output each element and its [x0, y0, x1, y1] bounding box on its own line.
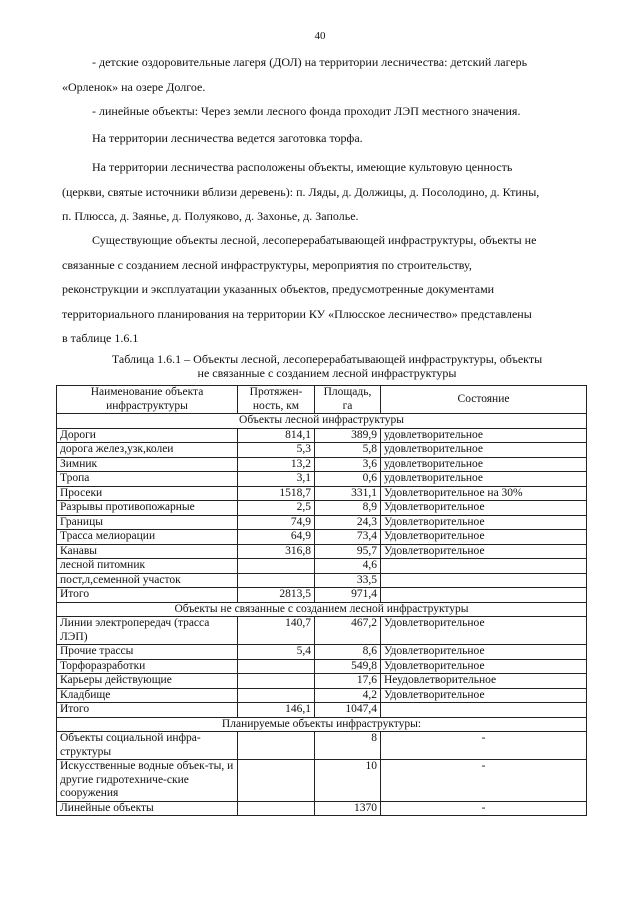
cell-state: - — [381, 760, 587, 802]
table-row — [57, 428, 587, 443]
text-line: связанные с созданием лесной инфраструктуры, мероприятия по строительству, — [62, 257, 472, 272]
cell-area: 24,3 — [315, 515, 381, 530]
cell-name: Просеки — [57, 486, 238, 501]
section-row — [57, 602, 587, 617]
cell-name: пост,л,семенной участок — [57, 573, 238, 588]
cell-state — [381, 703, 587, 718]
cell-state — [381, 588, 587, 603]
text-line: Существующие объекты лесной, лесоперерабатывающей инфраструктуры, объекты не — [92, 233, 537, 247]
cell-length — [238, 732, 315, 760]
cell-name: Трасса мелиорации — [57, 530, 238, 545]
cell-length: 13,2 — [238, 457, 315, 472]
text-line: территориального планирования на территории КУ «Плюсское лесничество» представлены — [62, 306, 532, 321]
table-row — [57, 486, 587, 501]
cell-area: 0,6 — [315, 472, 381, 487]
table-caption — [70, 352, 584, 380]
cell-name: Дороги — [57, 428, 238, 443]
cell-area: 8,9 — [315, 501, 381, 516]
table-body — [57, 414, 587, 816]
table-header-row — [57, 386, 587, 414]
cell-area: 331,1 — [315, 486, 381, 501]
text-line: - линейные объекты: Через земли лесного фонда проходит ЛЭП местного значения. — [92, 104, 521, 118]
cell-state — [381, 559, 587, 574]
text-line: реконструкции и эксплуатации указанных объектов, предусмотренные документами — [62, 282, 495, 296]
cell-area: 17,6 — [315, 674, 381, 689]
cell-name: Кладбище — [57, 688, 238, 703]
cell-state: - — [381, 732, 587, 760]
text-line: - детские оздоровительные лагеря (ДОЛ) на территории лесничества: детский лагерь — [92, 55, 528, 69]
header-state: Состояние — [381, 386, 587, 414]
cell-length: 1518,7 — [238, 486, 315, 501]
table-row — [57, 659, 587, 674]
table-row — [57, 688, 587, 703]
cell-length — [238, 674, 315, 689]
cell-state: Удовлетворительное — [381, 515, 587, 530]
cell-area: 4,2 — [315, 688, 381, 703]
cell-length — [238, 688, 315, 703]
header-area: Площадь, га — [315, 386, 381, 414]
table-row — [57, 559, 587, 574]
cell-name: Искусственные водные объек-ты, и другие гидротехниче-ские сооружения — [57, 760, 238, 802]
section-row — [57, 717, 587, 732]
cell-length: 814,1 — [238, 428, 315, 443]
cell-length: 2813,5 — [238, 588, 315, 603]
cell-length — [238, 801, 315, 816]
cell-length — [238, 760, 315, 802]
cell-state: удовлетворительное — [381, 428, 587, 443]
cell-length — [238, 659, 315, 674]
paragraph-cultural-objects — [62, 155, 582, 229]
page-number: 40 — [314, 30, 326, 42]
cell-state: Удовлетворительное — [381, 688, 587, 703]
cell-state: Неудовлетворительное — [381, 674, 587, 689]
cell-length: 3,1 — [238, 472, 315, 487]
table-row — [57, 515, 587, 530]
cell-area: 5,8 — [315, 443, 381, 458]
table-row — [57, 501, 587, 516]
cell-area: 8 — [315, 732, 381, 760]
table-row — [57, 573, 587, 588]
section-title: Объекты не связанные с созданием лесной инфраструктуры — [57, 602, 587, 617]
cell-name: Разрывы противопожарные — [57, 501, 238, 516]
cell-area: 1370 — [315, 801, 381, 816]
table-row — [57, 544, 587, 559]
table-row — [57, 617, 587, 645]
cell-length: 5,4 — [238, 645, 315, 660]
cell-length: 140,7 — [238, 617, 315, 645]
cell-area: 549,8 — [315, 659, 381, 674]
cell-area: 4,6 — [315, 559, 381, 574]
section-row — [57, 414, 587, 429]
text-line: На территории лесничества ведется заготовка торфа. — [92, 131, 363, 145]
infrastructure-table — [56, 385, 587, 816]
text-line: в таблице 1.6.1 — [62, 331, 139, 345]
section-title: Объекты лесной инфраструктуры — [57, 414, 587, 429]
cell-state: Удовлетворительное — [381, 544, 587, 559]
cell-state: удовлетворительное — [381, 472, 587, 487]
caption-line: не связанные с созданием лесной инфраструктуры — [197, 366, 457, 380]
cell-name: Зимник — [57, 457, 238, 472]
cell-name: Линейные объекты — [57, 801, 238, 816]
cell-area: 971,4 — [315, 588, 381, 603]
text-line: п. Плюсса, д. Заянье, д. Полуяково, д. Захонье, д. Заполье. — [62, 209, 359, 223]
cell-area: 33,5 — [315, 573, 381, 588]
section-title: Планируемые объекты инфраструктуры: — [57, 717, 587, 732]
cell-length: 64,9 — [238, 530, 315, 545]
cell-length — [238, 573, 315, 588]
cell-name: Тропа — [57, 472, 238, 487]
header-name: Наименование объекта инфраструктуры — [57, 386, 238, 414]
table-row — [57, 443, 587, 458]
table-row — [57, 801, 587, 816]
cell-state — [381, 573, 587, 588]
cell-area: 95,7 — [315, 544, 381, 559]
cell-name: Карьеры действующие — [57, 674, 238, 689]
cell-area: 8,6 — [315, 645, 381, 660]
table-row — [57, 760, 587, 802]
cell-name: Линии электропередач (трасса ЛЭП) — [57, 617, 238, 645]
text-line: «Орленок» на озере Долгое. — [62, 79, 206, 94]
table-row — [57, 472, 587, 487]
cell-state: - — [381, 801, 587, 816]
table-row — [57, 588, 587, 603]
cell-state: Удовлетворительное — [381, 501, 587, 516]
cell-area: 3,6 — [315, 457, 381, 472]
table-row — [57, 645, 587, 660]
cell-length: 2,5 — [238, 501, 315, 516]
cell-length: 74,9 — [238, 515, 315, 530]
cell-name: Итого — [57, 588, 238, 603]
cell-area: 10 — [315, 760, 381, 802]
table-row — [57, 530, 587, 545]
cell-area: 467,2 — [315, 617, 381, 645]
cell-name: Объекты социальной инфра-структуры — [57, 732, 238, 760]
cell-state: Удовлетворительное — [381, 530, 587, 545]
cell-area: 1047,4 — [315, 703, 381, 718]
cell-name: Канавы — [57, 544, 238, 559]
cell-length: 146,1 — [238, 703, 315, 718]
cell-name: Торфоразработки — [57, 659, 238, 674]
cell-state: Удовлетворительное на 30% — [381, 486, 587, 501]
cell-name: Итого — [57, 703, 238, 718]
cell-state: Удовлетворительное — [381, 645, 587, 660]
cell-state: Удовлетворительное — [381, 659, 587, 674]
text-line: На территории лесничества расположены объекты, имеющие культовую ценность — [92, 160, 513, 174]
table-row — [57, 457, 587, 472]
cell-name: Прочие трассы — [57, 645, 238, 660]
header-length: Протяжен-ность, км — [238, 386, 315, 414]
cell-state: удовлетворительное — [381, 457, 587, 472]
table-row — [57, 732, 587, 760]
paragraph-existing-objects — [62, 228, 582, 351]
cell-name: Границы — [57, 515, 238, 530]
paragraph-camps — [62, 50, 582, 99]
cell-length — [238, 559, 315, 574]
table-row — [57, 674, 587, 689]
cell-length: 316,8 — [238, 544, 315, 559]
cell-area: 389,9 — [315, 428, 381, 443]
cell-state: удовлетворительное — [381, 443, 587, 458]
table-row — [57, 703, 587, 718]
cell-length: 5,3 — [238, 443, 315, 458]
paragraph-linear-objects — [62, 99, 582, 124]
text-line: (церкви, святые источники вблизи деревень): п. Ляды, д. Должицы, д. Посолодино, д. Ктины, — [62, 184, 540, 199]
cell-area: 73,4 — [315, 530, 381, 545]
paragraph-peat — [62, 126, 582, 151]
caption-line: Таблица 1.6.1 – Объекты лесной, лесоперерабатывающей инфраструктуры, объекты — [111, 352, 543, 366]
cell-state: Удовлетворительное — [381, 617, 587, 645]
cell-name: лесной питомник — [57, 559, 238, 574]
cell-name: дорога желез,узк,колеи — [57, 443, 238, 458]
